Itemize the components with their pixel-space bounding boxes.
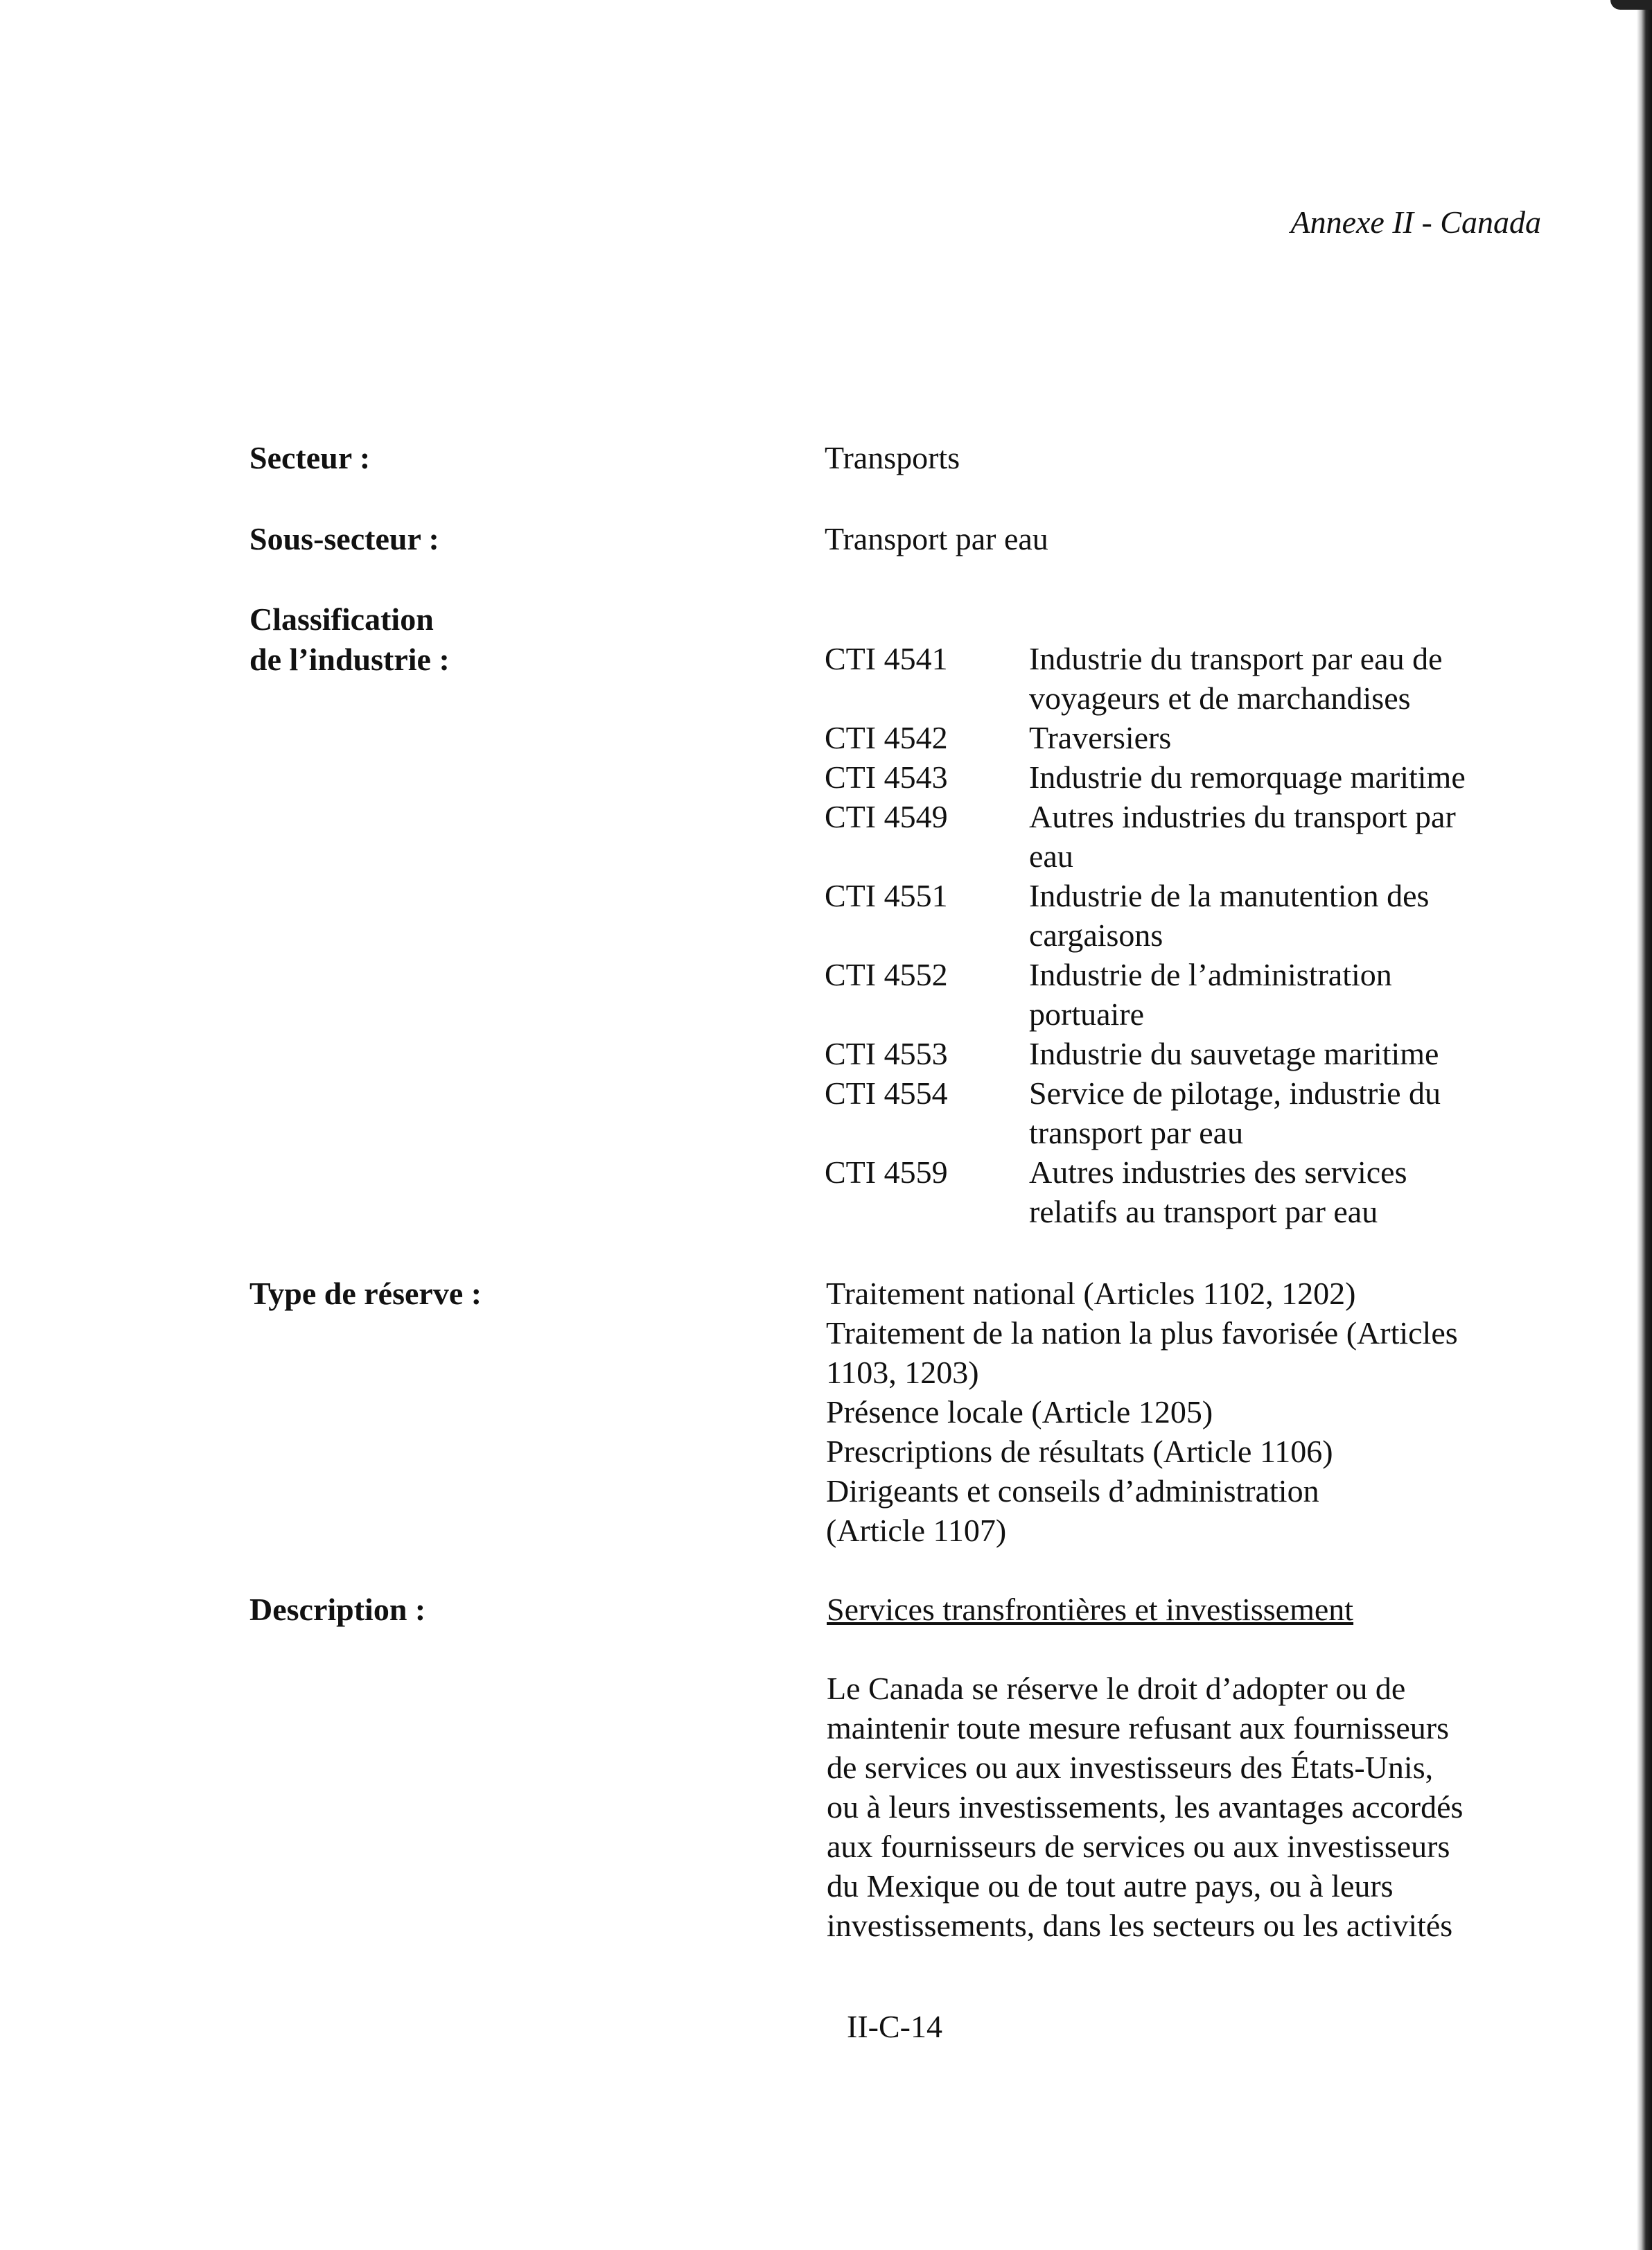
desc-line: cargaisons — [1029, 917, 1163, 953]
description-line: ou à leurs investissements, les avantages accordés — [827, 1789, 1464, 1825]
classification-desc — [1029, 876, 1542, 955]
page-header: Annexe II - Canada — [1290, 204, 1541, 240]
desc-line: Industrie du sauvetage maritime — [1029, 1036, 1439, 1071]
desc-line: relatifs au transport par eau — [1029, 1194, 1378, 1229]
desc-line: voyageurs et de marchandises — [1029, 680, 1411, 716]
classification-item — [825, 639, 1559, 718]
classification-desc — [1029, 718, 1542, 757]
desc-line: Industrie de l’administration — [1029, 957, 1392, 992]
page-number: II-C-14 — [847, 2009, 942, 2044]
binding-edge — [1637, 0, 1652, 2250]
classification-code: CTI 4541 — [825, 641, 948, 676]
classification-desc — [1029, 1034, 1542, 1073]
classification-item — [825, 718, 1559, 757]
reserve-line: Traitement de la nation la plus favorisée (Articles — [826, 1315, 1458, 1351]
classification-code: CTI 4543 — [825, 759, 948, 795]
description-line: aux fournisseurs de services ou aux investisseurs — [827, 1829, 1450, 1864]
reserve-line: Traitement national (Articles 1102, 1202) — [826, 1276, 1356, 1311]
desc-line: Industrie de la manutention des — [1029, 878, 1430, 913]
classification-code: CTI 4553 — [825, 1036, 948, 1071]
classification-item — [825, 1034, 1559, 1073]
classification-desc — [1029, 639, 1542, 718]
description-heading: Services transfrontières et investissement — [827, 1592, 1354, 1627]
subsector-label: Sous-secteur : — [249, 521, 439, 556]
reserve-line: Prescriptions de résultats (Article 1106) — [826, 1434, 1333, 1469]
classification-code: CTI 4542 — [825, 720, 948, 755]
reserve-line: 1103, 1203) — [826, 1355, 979, 1390]
desc-line: Service de pilotage, industrie du — [1029, 1075, 1441, 1111]
desc-line: Autres industries du transport par — [1029, 799, 1456, 834]
desc-line: Industrie du transport par eau de — [1029, 641, 1443, 676]
subsector-value: Transport par eau — [825, 521, 1048, 556]
description-body — [827, 1669, 1547, 1945]
description-line: maintenir toute mesure refusant aux fournisseurs — [827, 1710, 1450, 1746]
classification-desc — [1029, 955, 1542, 1034]
reserve-line: Présence locale (Article 1205) — [826, 1394, 1213, 1430]
sector-value: Transports — [825, 440, 960, 475]
desc-line: Industrie du remorquage maritime — [1029, 759, 1466, 795]
classification-desc — [1029, 1073, 1542, 1152]
classification-code: CTI 4554 — [825, 1075, 948, 1111]
desc-line: portuaire — [1029, 996, 1145, 1032]
classification-label — [249, 599, 450, 680]
description-line: Le Canada se réserve le droit d’adopter ou de — [827, 1671, 1406, 1706]
classification-item — [825, 955, 1559, 1034]
reserve-line: Dirigeants et conseils d’administration — [826, 1473, 1319, 1509]
description-line: investissements, dans les secteurs ou les activités — [827, 1908, 1453, 1943]
desc-line: transport par eau — [1029, 1115, 1244, 1150]
reserve-line: (Article 1107) — [826, 1513, 1007, 1548]
classification-code: CTI 4552 — [825, 957, 948, 992]
description-line: du Mexique ou de tout autre pays, ou à leurs — [827, 1868, 1394, 1904]
classification-list — [825, 639, 1559, 1231]
classification-item — [825, 1152, 1559, 1231]
binding-corner — [1610, 0, 1652, 10]
reserve-label: Type de réserve : — [249, 1276, 482, 1311]
classification-desc — [1029, 1152, 1542, 1231]
classification-code: CTI 4549 — [825, 799, 948, 834]
sector-label: Secteur : — [249, 440, 371, 475]
classification-item — [825, 797, 1559, 876]
classification-code: CTI 4559 — [825, 1154, 948, 1190]
classification-desc — [1029, 757, 1542, 797]
desc-line: Traversiers — [1029, 720, 1172, 755]
desc-line: Autres industries des services — [1029, 1154, 1407, 1190]
description-label: Description : — [249, 1592, 426, 1627]
reserve-list — [826, 1274, 1547, 1550]
classification-item — [825, 1073, 1559, 1152]
desc-line: eau — [1029, 838, 1073, 874]
classification-desc — [1029, 797, 1542, 876]
classification-label-line1: Classification — [249, 601, 434, 637]
classification-item — [825, 757, 1559, 797]
classification-item — [825, 876, 1559, 955]
description-line: de services ou aux investisseurs des États-Unis, — [827, 1750, 1434, 1785]
classification-label-line2: de l’industrie : — [249, 642, 450, 677]
classification-code: CTI 4551 — [825, 878, 948, 913]
